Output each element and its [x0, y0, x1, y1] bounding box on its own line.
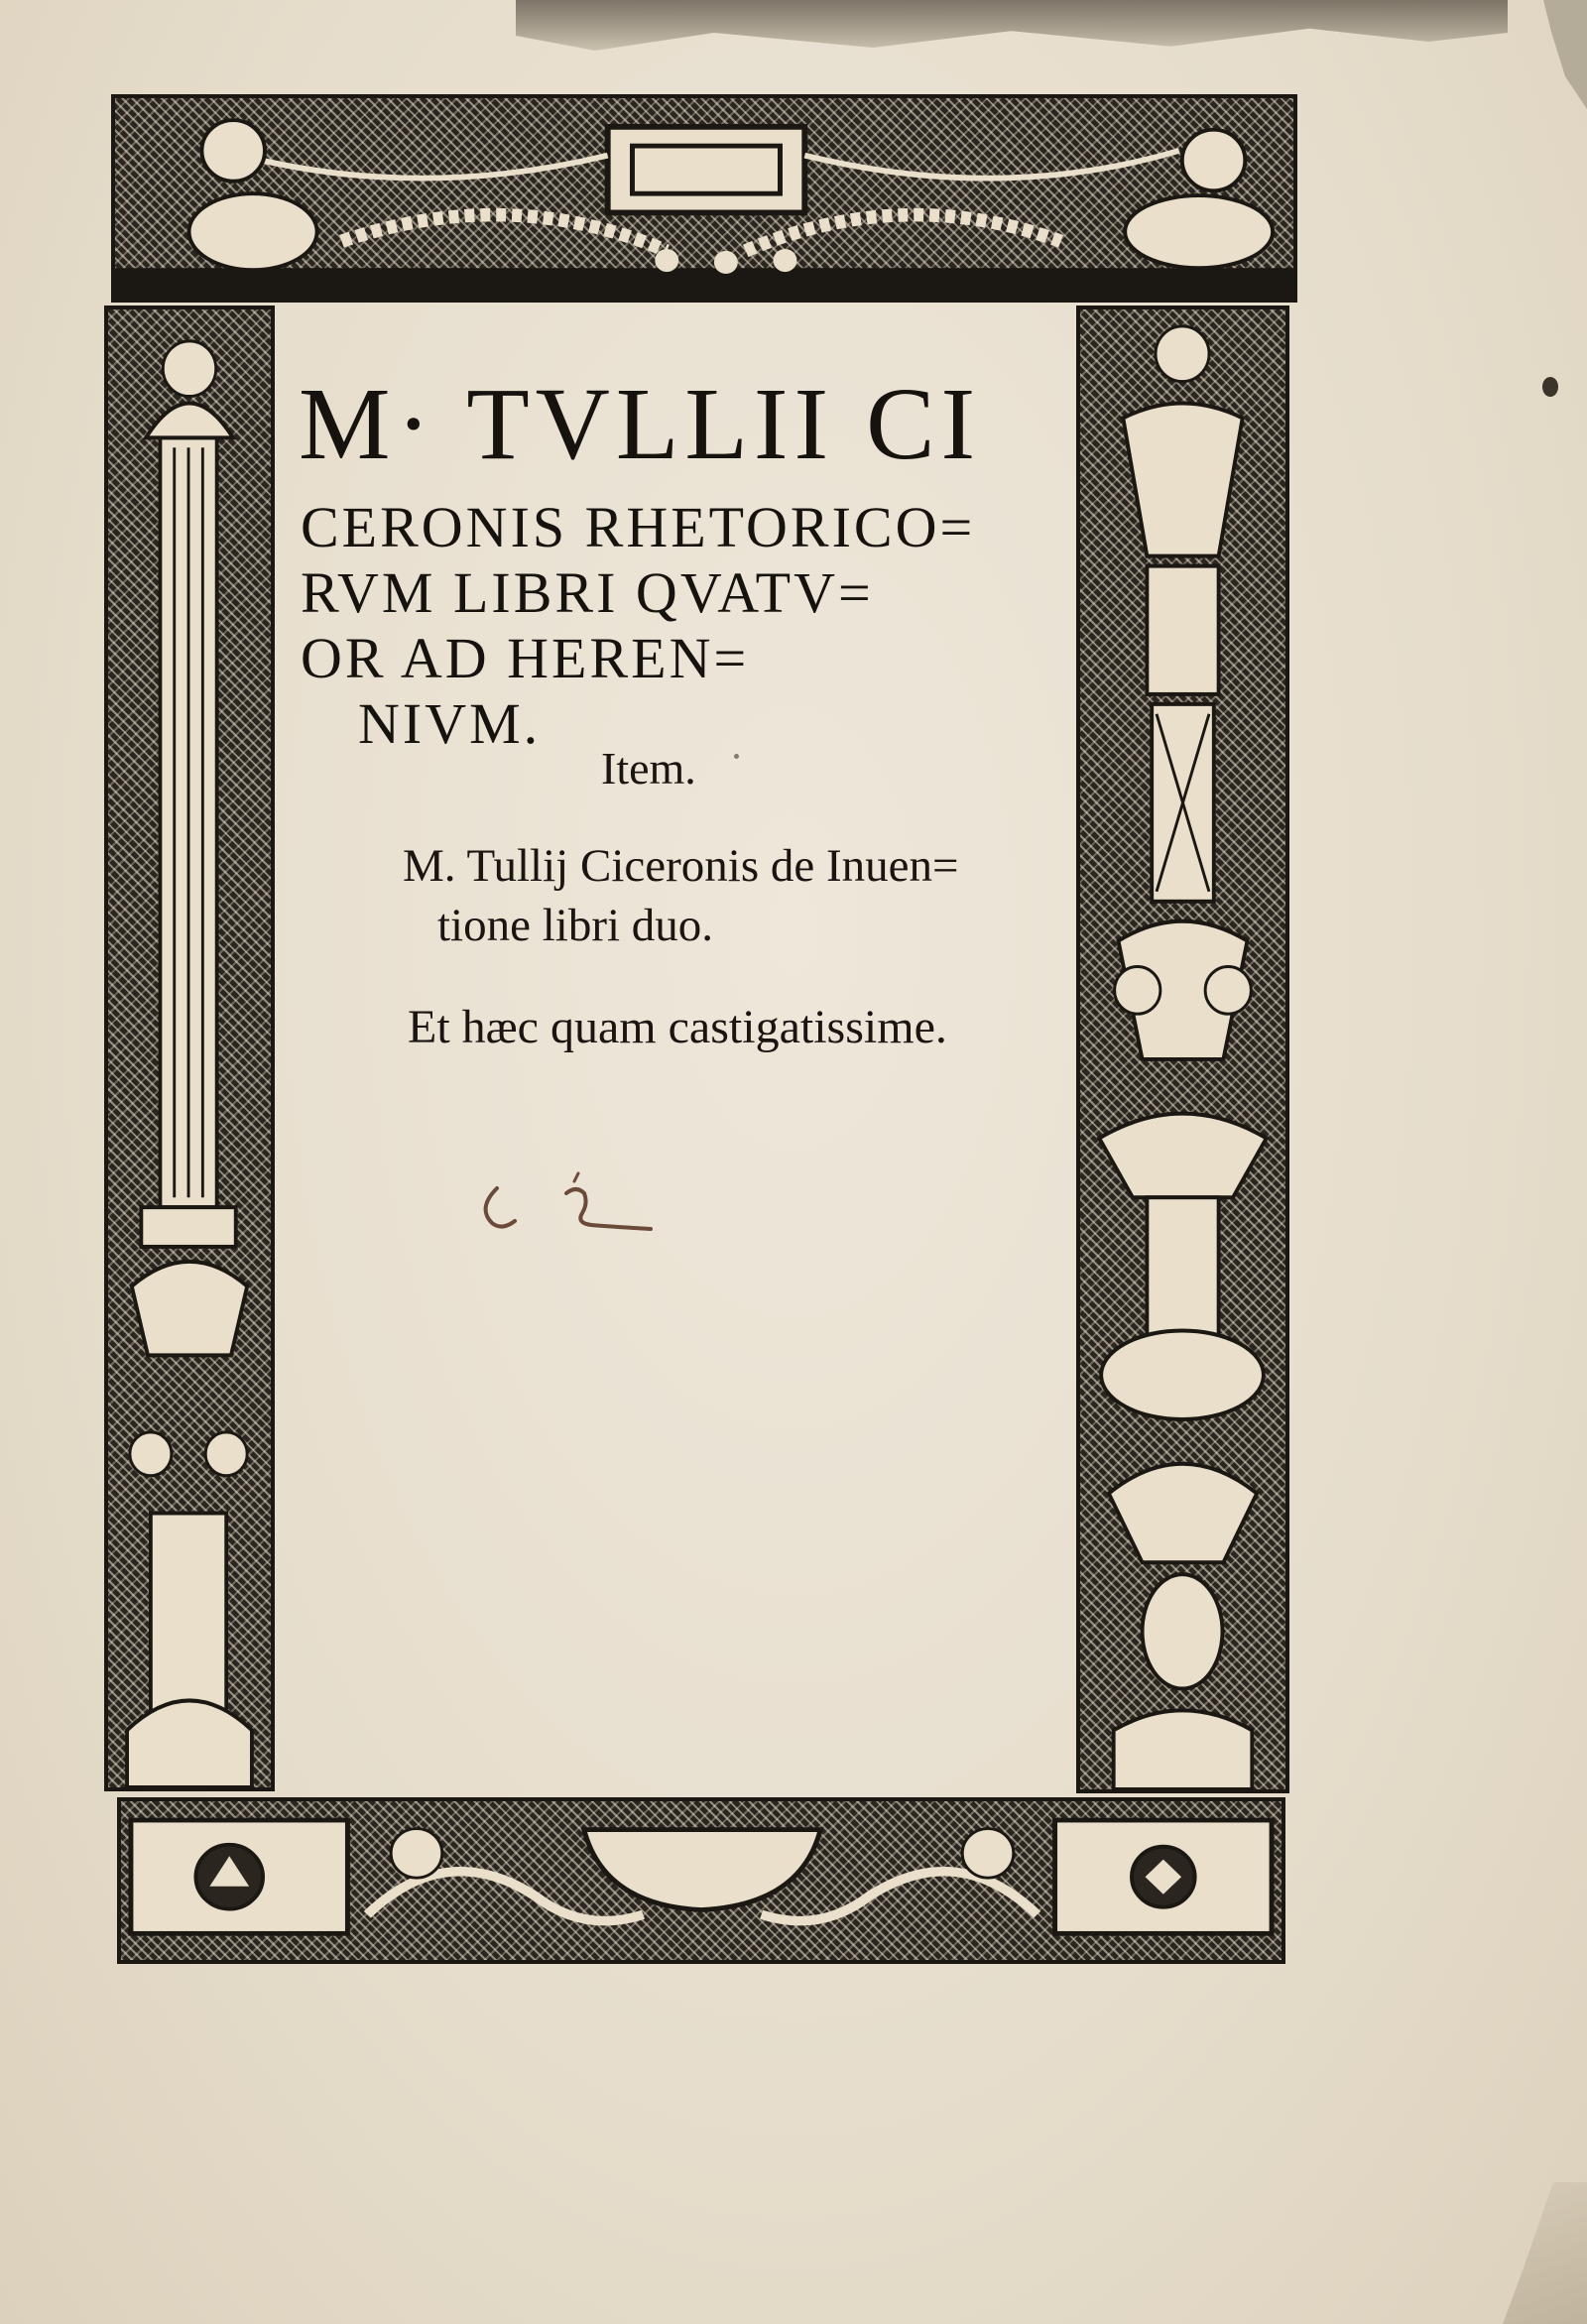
- woodcut-border-top: [111, 94, 1297, 303]
- title-text-panel: [279, 306, 1072, 1791]
- vine-scroll-vase-icon: [121, 1801, 1282, 1960]
- putti-garland-icon: [115, 98, 1293, 299]
- folded-corner: [1503, 2182, 1587, 2324]
- woodcut-border-bottom: [117, 1797, 1285, 1964]
- emendation-note: Et hæc quam castigatissime.: [408, 1001, 947, 1053]
- torn-corner: [1532, 0, 1587, 109]
- subtitle-line-1: M. Tullij Ciceronis de Inuen=: [403, 840, 959, 892]
- book-title-line-1: M· TVLLII CI: [299, 367, 982, 481]
- book-title-line-2: CERONIS RHETORICO=: [301, 495, 976, 559]
- woodcut-border-right: [1076, 306, 1289, 1793]
- manuscript-mark-icon: [467, 1163, 666, 1243]
- book-title-line-5: NIVM.: [358, 691, 542, 756]
- book-title-line-3: RVM LIBRI QVATV=: [301, 560, 874, 625]
- item-word: Item.: [601, 743, 696, 794]
- woodcut-border-left: [104, 306, 275, 1791]
- column-candelabrum-icon: [108, 309, 271, 1787]
- torn-paper-strip: [516, 0, 1508, 60]
- ink-speck: [1542, 377, 1558, 397]
- book-title-line-4: OR AD HEREN=: [301, 626, 750, 690]
- vase-candelabrum-masks-icon: [1080, 309, 1285, 1789]
- subtitle-line-2: tione libri duo.: [437, 900, 714, 951]
